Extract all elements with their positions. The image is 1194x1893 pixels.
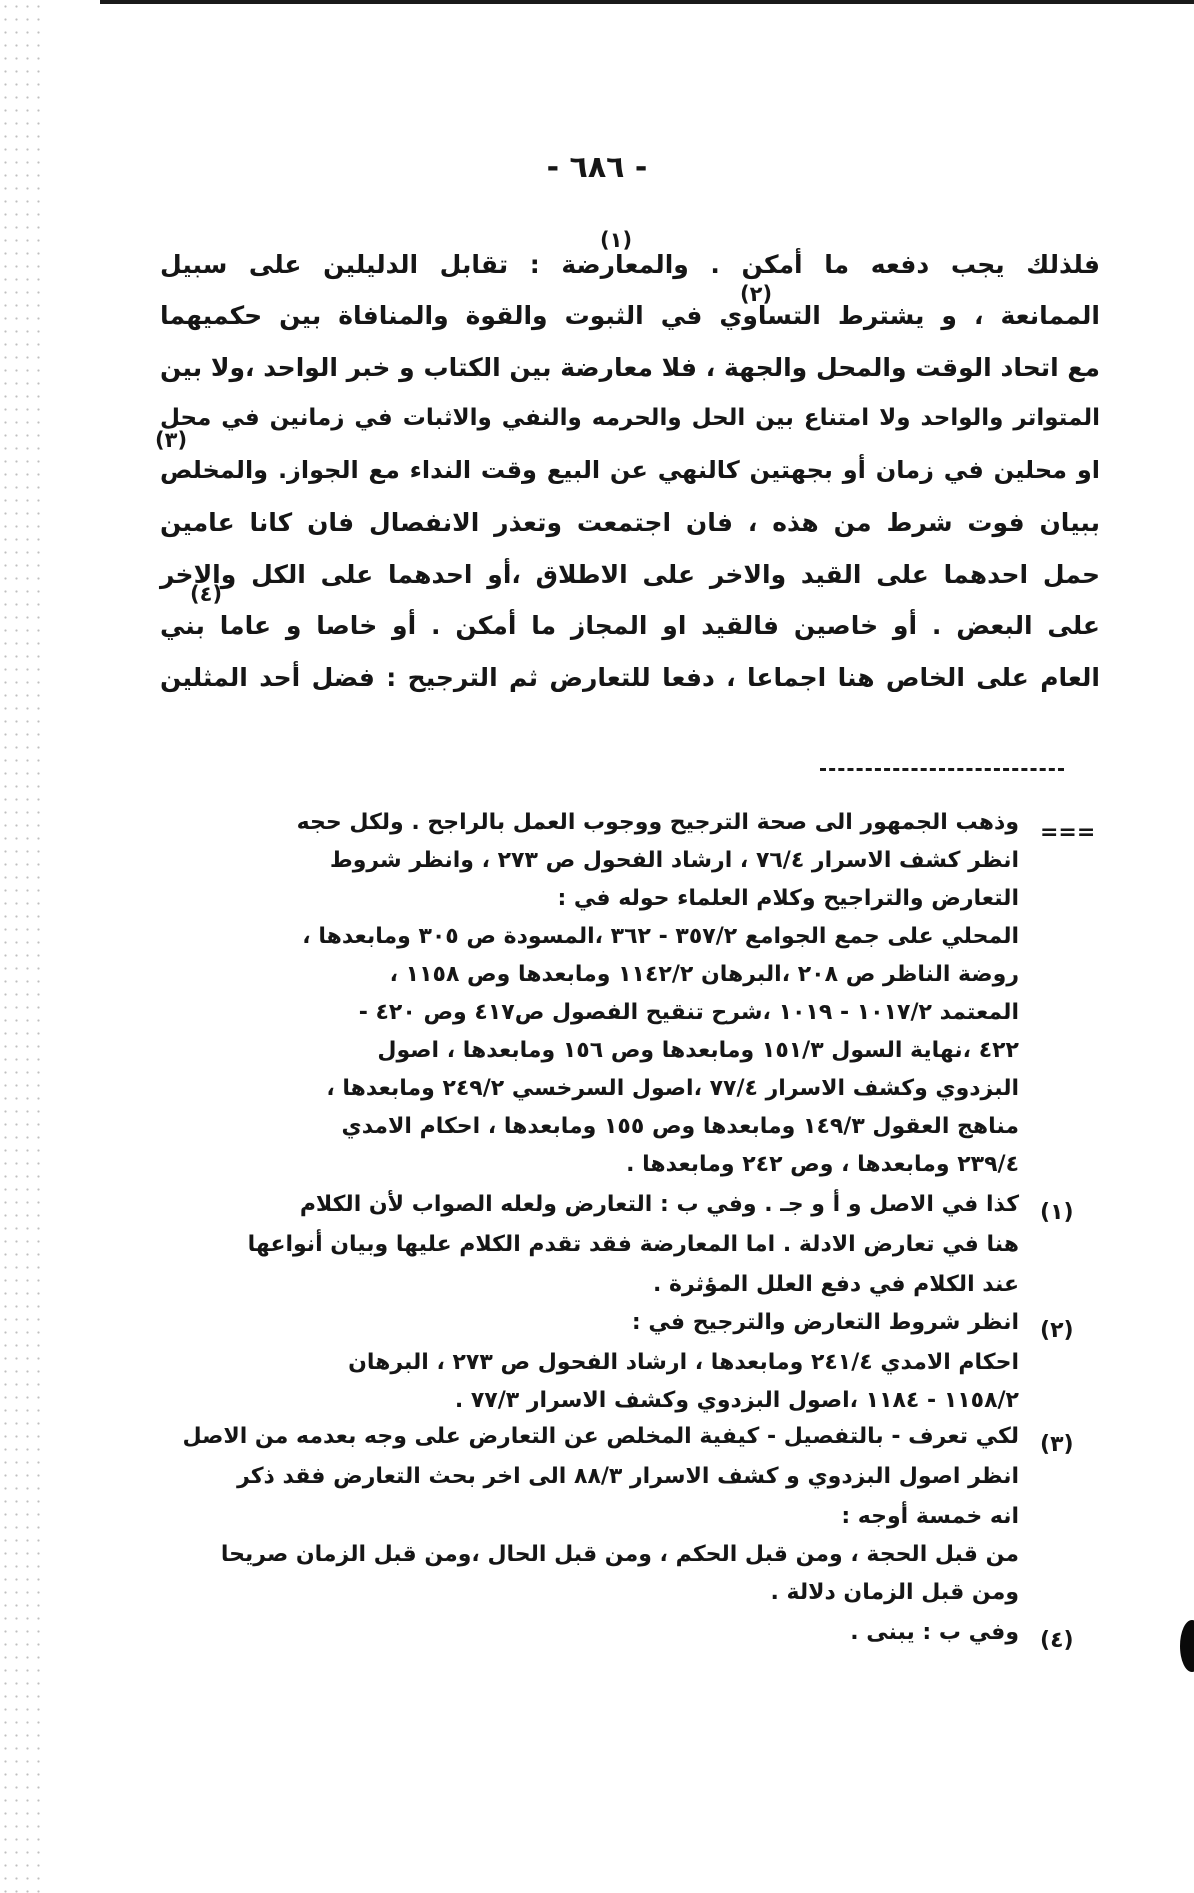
footnote-line: التعارض والتراجيح وكلام العلماء حوله في : — [557, 886, 1019, 911]
body-line-8: على البعض . أو خاصين فالقيد او المجاز ما أمكن . أو خاصا و عاما بني — [160, 611, 1100, 640]
footnote-marker: (٢) — [1040, 1318, 1074, 1343]
footnote-line: لكي تعرف - بالتفصيل - كيفية المخلص عن التعارض على وجه بعدمه من الاصل — [182, 1424, 1019, 1449]
scan-edge-mark — [1180, 1620, 1194, 1672]
footnote-line: من قبل الحجة ، ومن قبل الحكم ، ومن قبل الحال ،ومن قبل الزمان صريحا — [220, 1542, 1019, 1567]
body-line-7: حمل احدهما على القيد والاخر على الاطلاق ،أو احدهما على الكل والاخر — [160, 560, 1100, 589]
footnote-line: البزدوي وكشف الاسرار ٧٧/٤ ،اصول السرخسي ٢٤٩/٢ ومابعدها ، — [326, 1076, 1019, 1101]
footnote-ref-1: (١) — [600, 228, 633, 252]
footnote-marker: (٣) — [1040, 1432, 1074, 1457]
footnote-line: انظر شروط التعارض والترجيح في : — [631, 1310, 1019, 1335]
footnote-line: مناهج العقول ١٤٩/٣ ومابعدها وص ١٥٥ ومابعدها ، احكام الامدي — [341, 1114, 1019, 1139]
body-line-6: ببيان فوت شرط من هذه ، فان اجتمعت وتعذر الانفصال فان كانا عامين — [160, 508, 1100, 537]
body-line-1: فلذلك يجب دفعه ما أمكن . والمعارضة : تقابل الدليلين على سبيل — [160, 250, 1100, 279]
footnote-line: وفي ب : يبنى . — [850, 1620, 1019, 1645]
footnote-marker: (١) — [1040, 1200, 1074, 1225]
footnote-line: انه خمسة أوجه : — [841, 1504, 1019, 1529]
footnote-continuation-marker: === — [1040, 820, 1096, 845]
footnote-line: ٢٣٩/٤ ومابعدها ، وص ٢٤٢ ومابعدها . — [626, 1152, 1019, 1177]
body-line-2: الممانعة ، و يشترط التساوي في الثبوت والقوة والمنافاة بين حكميهما — [160, 301, 1100, 330]
footnote-line: انظر كشف الاسرار ٧٦/٤ ، ارشاد الفحول ص ٢٧٣ ، وانظر شروط — [329, 848, 1019, 873]
footnote-line: احكام الامدي ٢٤١/٤ ومابعدها ، ارشاد الفحول ص ٢٧٣ ، البرهان — [348, 1350, 1019, 1375]
footnote-separator — [820, 768, 1064, 771]
body-line-3: مع اتحاد الوقت والمحل والجهة ، فلا معارضة بين الكتاب و خبر الواحد ،ولا بين — [160, 353, 1100, 382]
body-line-5: او محلين في زمان أو بجهتين كالنهي عن البيع وقت النداء مع الجواز. والمخلص — [160, 456, 1100, 484]
footnote-line: كذا في الاصل و أ و جـ . وفي ب : التعارض ولعله الصواب لأن الكلام — [299, 1192, 1019, 1217]
footnote-line: روضة الناظر ص ٢٠٨ ،البرهان ١١٤٢/٢ ومابعدها وص ١١٥٨ ، — [389, 962, 1019, 987]
footnote-line: انظر اصول البزدوي و كشف الاسرار ٨٨/٣ الى اخر بحث التعارض فقد ذكر — [237, 1464, 1019, 1489]
footnote-line: ٤٢٢ ،نهاية السول ١٥١/٣ ومابعدها وص ١٥٦ ومابعدها ، اصول — [377, 1038, 1019, 1063]
footnote-ref-4: (٤) — [190, 582, 223, 606]
footnote-line: هنا في تعارض الادلة . اما المعارضة فقد تقدم الكلام عليها وبيان أنواعها — [247, 1232, 1019, 1257]
top-edge-rule — [100, 0, 1194, 4]
footnote-line: ومن قبل الزمان دلالة . — [770, 1580, 1019, 1605]
body-line-4: المتواتر والواحد ولا امتناع بين الحل والحرمه والنفي والاثبات في زمانين في محل — [160, 405, 1100, 431]
footnote-ref-2: (٢) — [740, 282, 773, 306]
footnote-ref-3: (٣) — [155, 428, 188, 452]
footnote-line: المعتمد ١٠١٧/٢ - ١٠١٩ ،شرح تنقيح الفصول ص٤١٧ وص ٤٢٠ - — [358, 1000, 1019, 1025]
page-number: - ٦٨٦ - — [546, 150, 648, 185]
footnote-line: عند الكلام في دفع العلل المؤثرة . — [653, 1272, 1019, 1297]
footnote-line: وذهب الجمهور الى صحة الترجيح ووجوب العمل بالراجح . ولكل حجه — [296, 810, 1019, 835]
footnote-line: المحلي على جمع الجوامع ٣٥٧/٢ - ٣٦٢ ،المسودة ص ٣٠٥ ومابعدها ، — [302, 924, 1019, 949]
scan-edge-speckle — [0, 0, 48, 1893]
footnote-line: ١١٥٨/٢ - ١١٨٤ ،اصول البزدوي وكشف الاسرار ٧٧/٣ . — [454, 1388, 1019, 1413]
footnote-marker: (٤) — [1040, 1628, 1074, 1653]
body-line-9: العام على الخاص هنا اجماعا ، دفعا للتعارض ثم الترجيح : فضل أحد المثلين — [160, 663, 1100, 692]
